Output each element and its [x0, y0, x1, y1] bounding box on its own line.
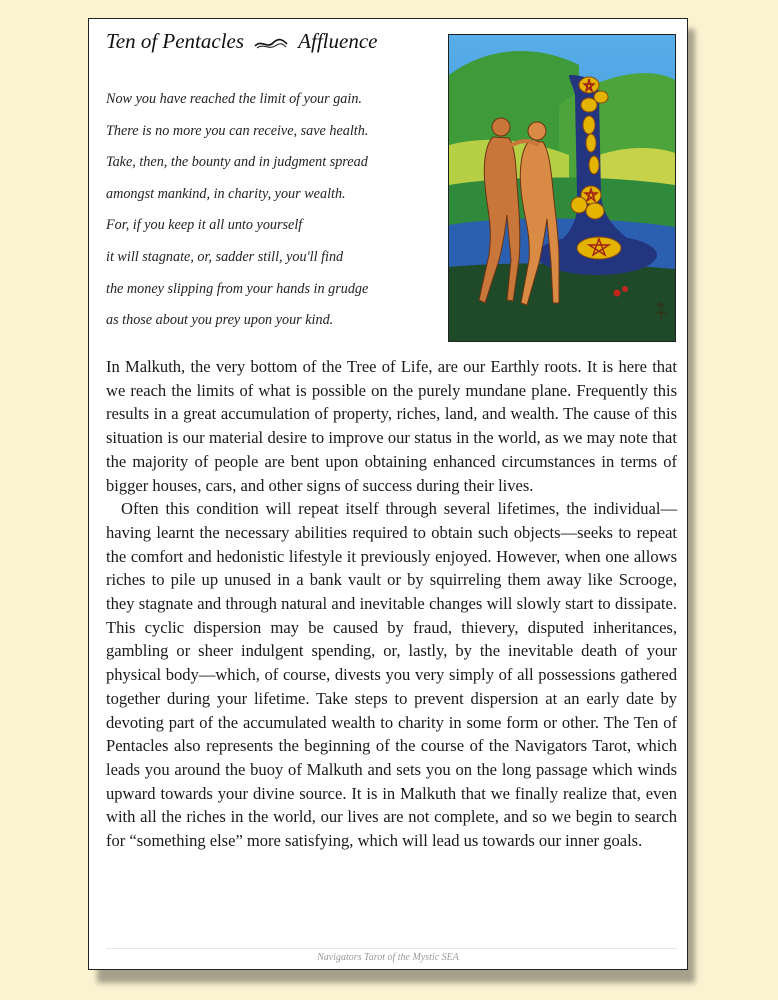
page-footer: Navigators Tarot of the Mystic SEA: [317, 952, 459, 963]
body-text: [106, 355, 677, 853]
page-title: [106, 29, 377, 56]
tarot-card-illustration: [448, 34, 676, 342]
card-subtitle: Affluence: [298, 29, 378, 53]
card-artwork: [449, 35, 675, 341]
verse-line: Take, then, the bounty and in judgment spread: [106, 154, 368, 171]
verse-line: as those about you prey upon your kind.: [106, 312, 334, 329]
verse-line: For, if you keep it all unto yourself: [106, 217, 303, 234]
paragraph: In Malkuth, the very bottom of the Tree of Life, are our Earthly roots. It is here that we reach the limits of what is possible on the purely mundane plane. Frequently this results in a great accumulation of property, riches, land, and wealth. The cause of this situation is our material desire to improve our status in the world, as we may note that the majority of people are bent upon obtaining enhanced circumstances in terms of bigger houses, cars, and other signs of success during their lives.: [106, 357, 677, 495]
book-page: [88, 18, 688, 970]
card-name: Ten of Pentacles: [106, 29, 245, 53]
verse: [106, 89, 368, 342]
paragraph: Often this condition will repeat itself through several lifetimes, the individual—having learnt the necessary abilities required to obtain such objects—seeks to repeat the comfort and hedonistic lifestyle it previously enjoyed. However, when one allows riches to pile up unused in a bank vault or by squirreling them away like Scrooge, they stagnate and through natural and inevitable changes will slowly start to dissipate. This cyclic dispersion may be caused by fraud, thievery, disputed inheritances, gambling or sheer indulgent spending, or, lastly, by the inevitable death of your physical body—which, of course, divests you very simply of all possessions gathered together during your lifetime. Take steps to prevent dispersion at an early date by devoting part of the accumulated wealth to charity in some form or other. The Ten of Pentacles also represents the beginning of the course of the Navigators Tarot, which leads you around the buoy of Malkuth and sets you on the long passage which winds upward towards your divine source. It is in Malkuth that we finally realize that, even with all the riches in the world, our lives are not complete, and so we begin to search for “something else” more satisfying, which will lead us towards our inner goals.: [106, 499, 677, 851]
footer-divider: [106, 948, 677, 949]
verse-line: it will stagnate, or, sadder still, you'll find: [106, 248, 344, 265]
verse-line: the money slipping from your hands in grudge: [106, 280, 369, 297]
swash-ornament-icon: [253, 31, 289, 56]
verse-line: Now you have reached the limit of your gain.: [106, 91, 362, 107]
verse-line: amongst mankind, in charity, your wealth.: [106, 185, 346, 202]
verse-line: There is no more you can receive, save health.: [106, 122, 369, 139]
